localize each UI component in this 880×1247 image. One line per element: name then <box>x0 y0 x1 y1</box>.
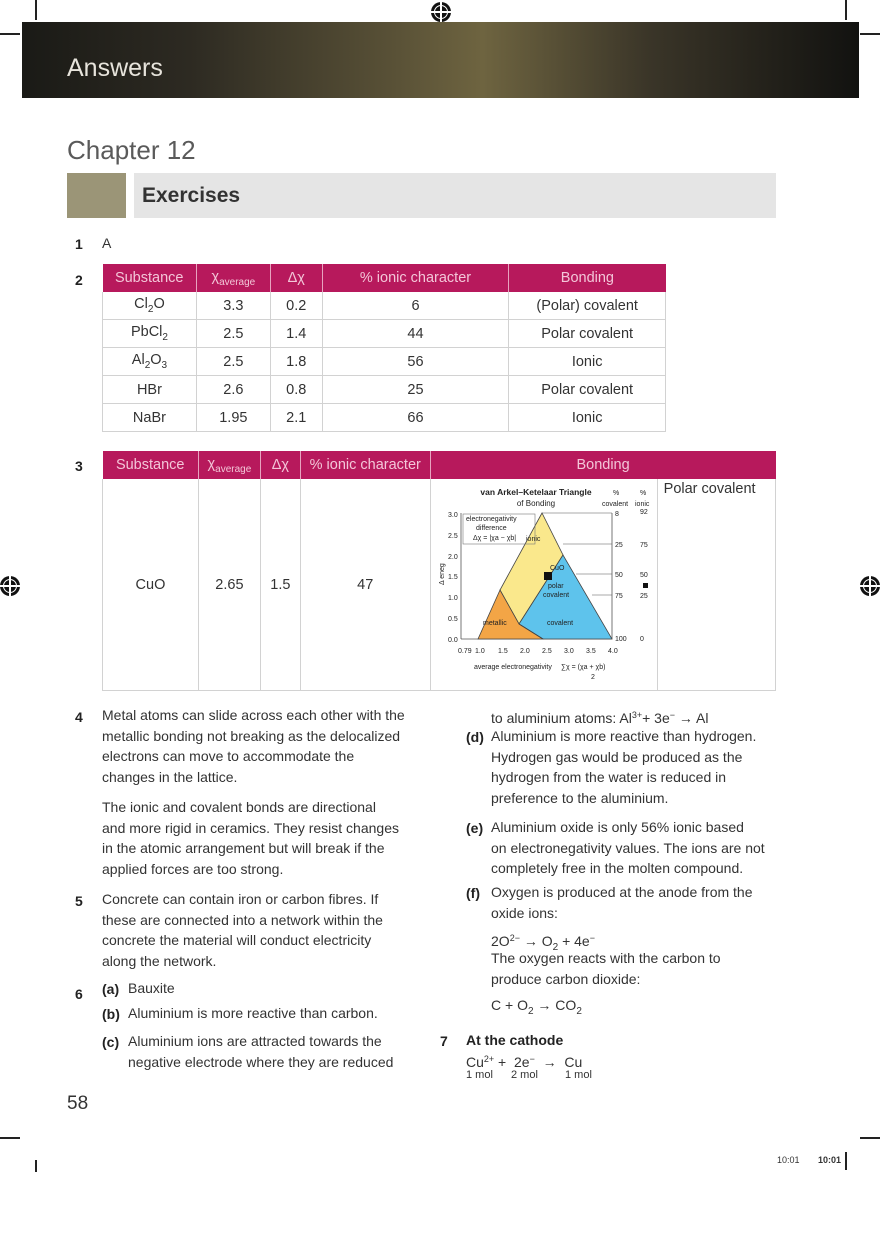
text-line: and more rigid in ceramics. They resist changes <box>102 819 399 836</box>
part-label: (a) <box>102 981 120 997</box>
part-label: (b) <box>102 1006 120 1022</box>
bonding-answer: Polar covalent <box>663 481 756 497</box>
text-line: Aluminium ions are attracted towards the <box>128 1033 382 1049</box>
substance-cell <box>103 320 197 348</box>
van-arkel-ketelaar-triangle <box>432 481 656 687</box>
q4-paragraph-2 <box>102 797 399 879</box>
substance-cell: NaBr <box>103 404 197 432</box>
text-line: Aluminium is more reactive than hydrogen. <box>491 728 757 744</box>
diagram-title: van Arkel–Ketelaar Triangle <box>480 487 592 497</box>
superscript: 2− <box>509 933 520 943</box>
text-line: Metal atoms can slide across each other with the <box>102 707 405 723</box>
text-line: Hydrogen gas would be produced as the <box>491 748 743 765</box>
chapter-title: Chapter 12 <box>67 135 196 165</box>
part-label: (d) <box>466 729 484 745</box>
substance-cell <box>103 348 197 376</box>
table-header-row <box>103 451 776 479</box>
chi-cell: 2.65 <box>198 479 260 691</box>
text-line: applied forces are too strong. <box>102 860 284 877</box>
y-tick-label: 3.0 <box>448 512 458 519</box>
box-label: electronegativity <box>466 516 517 523</box>
table-row <box>103 404 666 432</box>
crop-mark <box>0 33 20 35</box>
text-line: Aluminium oxide is only 56% ionic based <box>491 819 744 835</box>
x-tick-label: 3.5 <box>586 648 596 655</box>
formula-tail: O <box>153 296 165 312</box>
covalent-pct: 50 <box>615 572 623 579</box>
ionic-cell: 66 <box>322 404 509 432</box>
equation-part: → Cu <box>534 1054 583 1070</box>
ionic-cell: 44 <box>322 320 509 348</box>
col-header-chi <box>196 264 270 292</box>
y-tick-label: 0.5 <box>448 616 458 623</box>
box-label: difference <box>476 525 507 532</box>
ionic-pct: 75 <box>640 542 648 549</box>
ionic-col-label: ionic <box>635 501 650 508</box>
y-tick-label: 2.0 <box>448 554 458 561</box>
ionic-pct: 0 <box>640 636 644 643</box>
substance-cell <box>103 292 197 320</box>
text-line: produce carbon dioxide: <box>491 970 641 987</box>
crop-mark <box>845 0 847 20</box>
mole-label: 1 mol <box>565 1069 592 1081</box>
question-number: 4 <box>75 709 83 725</box>
table-row <box>103 376 666 404</box>
equation-part: + 2e <box>494 1054 530 1070</box>
col-header-ionic: % ionic character <box>300 451 430 479</box>
y-tick-label: 0.0 <box>448 637 458 644</box>
x-axis-formula-denominator: 2 <box>591 674 595 681</box>
text-line: concrete the material will conduct electricity <box>102 932 372 948</box>
text-line: The oxygen reacts with the carbon to <box>491 950 721 966</box>
x-tick-label: 2.5 <box>542 648 552 655</box>
ionic-cell: 25 <box>322 376 509 404</box>
covalent-pct: 75 <box>615 593 623 600</box>
text-line: oxide ions: <box>491 904 558 921</box>
q6b-text: Aluminium is more reactive than carbon. <box>128 1005 378 1021</box>
bonding-cell: Polar covalent <box>509 376 666 404</box>
y-tick-label: 1.5 <box>448 574 458 581</box>
delta-cell: 1.4 <box>270 320 322 348</box>
x-tick-label: 2.0 <box>520 648 530 655</box>
equation-part: Cu <box>466 1054 484 1070</box>
text-line: negative electrode where they are reduced <box>128 1053 394 1070</box>
formula-subscript: 2 <box>144 360 151 371</box>
col-header-substance: Substance <box>103 451 199 479</box>
text-line: metallic bonding not breaking as the delocalized <box>102 727 401 744</box>
pct-label: % <box>640 490 647 497</box>
text-line: The ionic and covalent bonds are directional <box>102 799 376 815</box>
formula-subscript: 3 <box>161 360 168 371</box>
chi-cell: 1.95 <box>196 404 270 432</box>
col-header-ionic: % ionic character <box>322 264 509 292</box>
superscript: − <box>669 710 676 720</box>
page-number: 58 <box>67 1093 89 1114</box>
bonding-cell: Ionic <box>509 348 666 376</box>
text-line: completely free in the molten compound. <box>491 860 744 876</box>
q6f-text-2 <box>491 948 721 989</box>
section-title: Exercises <box>142 184 241 207</box>
cuo-scale-marker <box>643 583 648 588</box>
footer-time: 10:01 <box>777 1155 800 1165</box>
chi-symbol: χ <box>207 455 216 472</box>
substance-cell: CuO <box>103 479 199 691</box>
crop-mark <box>35 0 37 20</box>
crop-mark <box>860 1137 880 1139</box>
covalent-pct: 25 <box>615 542 623 549</box>
question-number: 2 <box>75 272 83 288</box>
polar-region-label: polar <box>548 583 564 590</box>
polar-region-label: covalent <box>543 592 570 599</box>
chi-subscript: average <box>215 463 252 475</box>
q1-answer: A <box>102 235 112 251</box>
equation-part: C + O <box>491 997 528 1013</box>
formula: Cl <box>134 296 148 312</box>
equation-part: + 3e <box>642 710 670 726</box>
footer-time: 10:01 <box>818 1155 842 1165</box>
registration-mark-icon <box>0 576 20 596</box>
x-tick-label: 4.0 <box>608 648 618 655</box>
delta-cell: 0.2 <box>270 292 322 320</box>
formula: Al <box>131 352 145 368</box>
ionic-pct: 25 <box>640 593 648 600</box>
covalent-pct: 8 <box>615 511 619 518</box>
q6f-equation-2 <box>491 995 582 1023</box>
part-label: (c) <box>102 1034 120 1050</box>
superscript: 3+ <box>631 710 643 720</box>
text-line: preference to the aluminium. <box>491 789 669 806</box>
ionic-cell: 56 <box>322 348 509 376</box>
y-tick-label: 2.5 <box>448 533 458 540</box>
box-formula: Δχ = |χa − χb| <box>473 535 517 542</box>
subscript: 2 <box>576 1006 582 1017</box>
ionic-cell: 6 <box>322 292 509 320</box>
chi-symbol: χ <box>211 268 220 285</box>
chi-cell: 2.5 <box>196 320 270 348</box>
table-header-row <box>103 264 666 292</box>
cuo-point-marker <box>544 572 552 580</box>
text-line: on electronegativity values. The ions are not <box>491 839 765 856</box>
q2-table <box>102 264 666 432</box>
question-number: 1 <box>75 236 83 252</box>
question-number: 3 <box>75 458 83 474</box>
x-axis-title: average electronegativity <box>474 664 552 671</box>
header-banner <box>22 22 859 98</box>
x-tick-label: 1.5 <box>498 648 508 655</box>
q6f-text <box>491 882 753 923</box>
formula-subscript: 2 <box>147 304 154 315</box>
delta-cell: 2.1 <box>270 404 322 432</box>
part-label: (f) <box>466 885 480 901</box>
formula-tail: O <box>150 352 162 368</box>
covalent-pct: 100 <box>615 636 627 643</box>
text-line: electrons can move to accommodate the <box>102 748 355 764</box>
chi-cell: 3.3 <box>196 292 270 320</box>
point-label: CuO <box>550 565 565 572</box>
crop-mark <box>0 1137 20 1139</box>
superscript: − <box>589 933 595 943</box>
crop-mark <box>845 1152 847 1170</box>
registration-mark-icon <box>860 576 880 596</box>
text-line: in the atomic arrangement but will break if the <box>102 840 385 856</box>
table-row <box>103 320 666 348</box>
diagram-subtitle: of Bonding <box>516 499 556 508</box>
mole-label: 1 mol <box>466 1069 493 1081</box>
q7-heading: At the cathode <box>466 1032 564 1048</box>
registration-mark-icon <box>431 2 451 22</box>
bonding-cell: Ionic <box>509 404 666 432</box>
chi-cell: 2.6 <box>196 376 270 404</box>
covalent-col-label: covalent <box>602 501 629 508</box>
col-header-delta: Δχ <box>260 451 300 479</box>
q6c-text <box>128 1031 393 1072</box>
question-number: 7 <box>440 1033 448 1049</box>
equation-part: + 4e <box>558 933 590 949</box>
equation-part: 2O <box>491 933 510 949</box>
covalent-region-label: covalent <box>547 620 574 627</box>
question-number: 5 <box>75 893 83 909</box>
delta-cell: 1.5 <box>260 479 300 691</box>
mole-label: 2 mol <box>511 1069 538 1081</box>
text-line: changes in the lattice. <box>102 768 238 785</box>
x-axis-formula: ∑χ = (χa + χb) <box>561 664 606 671</box>
ionic-pct: 92 <box>640 509 648 516</box>
table-row <box>103 348 666 376</box>
superscript: − <box>529 1054 535 1064</box>
delta-cell: 1.8 <box>270 348 322 376</box>
subscript: 2 <box>527 1006 534 1017</box>
chi-cell: 2.5 <box>196 348 270 376</box>
ionic-cell: 47 <box>300 479 430 691</box>
bonding-cell: (Polar) covalent <box>509 292 666 320</box>
header-title: Answers <box>67 54 163 82</box>
x-tick-label: 1.0 <box>475 648 485 655</box>
q4-paragraph-1 <box>102 705 405 787</box>
ionic-pct: 50 <box>640 572 648 579</box>
cell-divider <box>657 479 658 690</box>
text-line: to aluminium atoms: Al <box>491 710 632 726</box>
bonding-cell: Polar covalent <box>509 320 666 348</box>
section-marker <box>67 173 126 218</box>
delta-cell: 0.8 <box>270 376 322 404</box>
text-line: hydrogen from the water is reduced in <box>491 769 727 785</box>
formula: PbCl <box>130 324 163 340</box>
y-tick-label: 1.0 <box>448 595 458 602</box>
subscript: 2 <box>552 942 559 953</box>
substance-cell: HBr <box>103 376 197 404</box>
question-number: 6 <box>75 986 83 1002</box>
ionic-region-label: ionic <box>526 536 541 543</box>
col-header-bonding: Bonding <box>509 264 666 292</box>
text-line: Oxygen is produced at the anode from the <box>491 884 753 900</box>
superscript: 2+ <box>483 1054 495 1064</box>
q5-paragraph <box>102 889 383 971</box>
text-line: along the network. <box>102 952 217 969</box>
col-header-bonding: Bonding <box>430 451 775 479</box>
pct-label: % <box>613 490 620 497</box>
text-line: these are connected into a network within the <box>102 911 383 928</box>
q6e-text <box>491 817 765 879</box>
x-tick-label: 3.0 <box>564 648 574 655</box>
col-header-delta: Δχ <box>270 264 322 292</box>
part-label: (e) <box>466 820 484 836</box>
col-header-chi <box>198 451 260 479</box>
metallic-region-label: metallic <box>483 620 507 627</box>
col-header-substance: Substance <box>103 264 197 292</box>
y-axis-title: Δ eneg <box>439 563 446 585</box>
text-line: Concrete can contain iron or carbon fibres. If <box>102 891 379 907</box>
chi-subscript: average <box>219 276 256 288</box>
equation-part: → Al <box>675 710 709 726</box>
q6d-text <box>491 726 756 808</box>
crop-mark <box>860 33 880 35</box>
equation-part: → CO <box>533 997 577 1013</box>
table-row <box>103 292 666 320</box>
equation-part: → O <box>519 933 553 949</box>
crop-mark <box>35 1160 37 1172</box>
q6a-text: Bauxite <box>128 980 175 996</box>
formula-subscript: 2 <box>162 332 168 343</box>
x-tick-label: 0.79 <box>458 648 472 655</box>
q6c-equation-line <box>491 705 708 729</box>
